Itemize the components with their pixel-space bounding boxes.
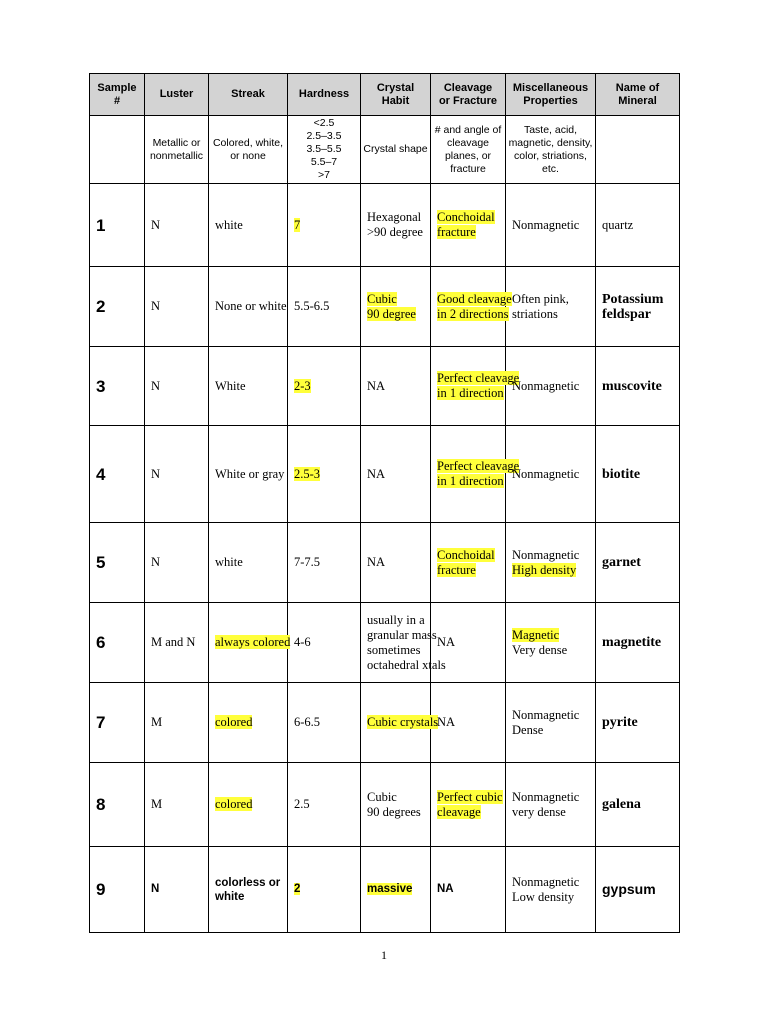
header-misc: Miscellaneous Properties [506,74,596,116]
hardness-cell [288,523,361,603]
habit-line: massive [367,883,413,895]
cleavage-line: cleavage [437,804,481,819]
cleavage-line: Perfect cleavage [437,459,520,473]
misc-cell [506,426,596,523]
habit-line: NA [367,466,386,481]
sample-number: 7 [90,683,145,763]
cleavage-line: in 2 directions [437,306,509,321]
sample-number: 8 [90,763,145,847]
habit-line: 90 degree [367,306,416,321]
hardness-cell [288,603,361,683]
hardness-range: 3.5–5.5 [306,143,342,155]
cleavage-cell [431,347,520,426]
cleavage-line: Conchoidal [437,210,495,224]
luster-cell: M and N [145,603,209,683]
habit-cell [361,603,446,683]
mineral-name: galena [596,763,680,847]
misc-cell [506,523,596,603]
hardness-cell [288,683,361,763]
mineral-name: Potassium feldspar [596,267,680,347]
cleavage-cell [431,847,506,933]
header-row [90,74,680,116]
cleavage-line: fracture [437,562,476,577]
luster-cell: M [145,763,209,847]
table-row [90,603,680,683]
hardness-cell [288,347,361,426]
cleavage-cell [431,184,506,267]
mineral-name: quartz [596,184,680,267]
hardness-value: 7 [294,217,301,232]
misc-line: Magnetic [512,627,560,642]
sample-number: 2 [90,267,145,347]
mineral-name: garnet [596,523,680,603]
hardness-value: 5.5-6.5 [294,299,330,313]
habit-line: Cubic [367,291,397,306]
subheader-row [90,116,680,184]
habit-line: sometimes [367,642,421,657]
cleavage-cell [431,763,506,847]
cleavage-line: in 1 direction [437,474,504,488]
luster-cell: N [145,347,209,426]
hardness-value: 2.5-3 [294,466,321,481]
hardness-value: 2 [294,883,301,895]
table-row [90,763,680,847]
misc-line: Dense [512,722,544,737]
cleavage-line: fracture [437,225,476,239]
cleavage-line: Perfect cleavage [437,371,520,385]
subheader-luster: Metallic or nonmetallic [145,116,209,184]
streak-cell: White or gray [209,426,288,523]
misc-line: very dense [512,804,566,819]
cleavage-cell [431,426,520,523]
misc-line: striations [512,306,558,321]
cleavage-cell [431,267,512,347]
habit-cell [361,683,439,763]
misc-line: Nonmagnetic [512,707,580,722]
habit-line: NA [367,378,386,393]
subheader-habit: Crystal shape [361,116,431,184]
streak-value: always colored [215,635,291,649]
streak-cell: white [209,184,288,267]
streak-cell [209,763,288,847]
streak-cell [209,603,291,683]
misc-cell [506,763,596,847]
misc-cell [506,847,596,933]
table-row [90,523,680,603]
mineral-name: gypsum [596,847,680,933]
subheader-sample [90,116,145,184]
table-row [90,683,680,763]
misc-line: Nonmagnetic [512,378,580,393]
misc-line: Often pink, [512,291,569,306]
table-row [90,267,680,347]
cleavage-line: in 1 direction [437,386,504,400]
hardness-value: 2.5 [294,797,310,811]
header-luster: Luster [145,74,209,116]
misc-line: Nonmagnetic [512,874,580,889]
luster-cell: N [145,267,209,347]
header-sample: Sample # [90,74,145,116]
misc-line: Nonmagnetic [512,547,580,562]
luster-cell: N [145,426,209,523]
habit-line: >90 degree [367,225,423,239]
subheader-hardness [288,116,361,184]
table-row [90,847,680,933]
cleavage-line: NA [437,715,456,729]
hardness-cell [288,267,361,347]
misc-line: Nonmagnetic [512,466,580,481]
habit-line: 90 degrees [367,804,421,819]
habit-cell [361,763,431,847]
cleavage-cell [431,683,506,763]
header-cleavage: Cleavage or Fracture [431,74,506,116]
cleavage-line: NA [437,883,454,895]
hardness-value: 2-3 [294,378,311,393]
hardness-cell [288,184,361,267]
hardness-cell [288,763,361,847]
misc-line: Very dense [512,642,568,657]
misc-line: Nonmagnetic [512,217,580,232]
cleavage-line: NA [437,635,456,649]
subheader-misc: Taste, acid, magnetic, density, color, striations, etc. [506,116,596,184]
hardness-range: 2.5–3.5 [306,130,342,142]
cleavage-cell [431,523,506,603]
sample-number: 5 [90,523,145,603]
habit-line: Cubic crystals [367,715,439,729]
hardness-value: 7-7.5 [294,555,321,569]
table-row [90,347,680,426]
streak-cell [209,683,288,763]
misc-line: High density [512,562,577,577]
table-row [90,184,680,267]
streak-cell: White [209,347,288,426]
header-crystal-habit: Crystal Habit [361,74,431,116]
habit-cell [361,347,431,426]
habit-line: Cubic [367,789,397,804]
sample-number: 4 [90,426,145,523]
subheader-name [596,116,680,184]
header-hardness: Hardness [288,74,361,116]
mineral-name: pyrite [596,683,680,763]
streak-value: colored [215,715,253,729]
streak-cell: None or white [209,267,288,347]
misc-cell [506,603,596,683]
misc-line: Low density [512,889,575,904]
streak-value: colored [215,797,253,811]
mineral-name: muscovite [596,347,680,426]
habit-cell [361,426,431,523]
sample-number: 6 [90,603,145,683]
subheader-streak: Colored, white, or none [209,116,288,184]
luster-cell: M [145,683,209,763]
subheader-cleavage: # and angle of cleavage planes, or fracture [431,116,506,184]
mineral-name: biotite [596,426,680,523]
habit-cell [361,847,431,933]
streak-cell: white [209,523,288,603]
streak-cell: colorless or white [209,847,288,933]
misc-cell [506,267,596,347]
table-row [90,426,680,523]
habit-line: octahedral xtals [367,657,446,672]
page-number: 1 [381,948,387,962]
hardness-value: 4-6 [294,635,311,649]
hardness-cell [288,426,361,523]
mineral-identification-table [89,73,680,933]
misc-line: Nonmagnetic [512,789,580,804]
habit-line: NA [367,555,386,569]
luster-cell: N [145,184,209,267]
cleavage-line: Conchoidal [437,547,495,562]
habit-line: usually in a [367,612,425,627]
habit-line: Hexagonal [367,210,422,224]
luster-cell: N [145,847,209,933]
misc-cell [506,347,596,426]
hardness-range: <2.5 [313,117,335,129]
mineral-name: magnetite [596,603,680,683]
sample-number: 1 [90,184,145,267]
hardness-range: 5.5–7 [310,156,338,168]
sample-number: 3 [90,347,145,426]
sample-number: 9 [90,847,145,933]
habit-line: granular mass [367,627,437,642]
habit-cell [361,523,431,603]
hardness-value: 6-6.5 [294,715,321,729]
luster-cell: N [145,523,209,603]
misc-cell [506,184,596,267]
hardness-range: >7 [318,169,330,181]
header-streak: Streak [209,74,288,116]
habit-cell [361,184,431,267]
header-name: Name of Mineral [596,74,680,116]
misc-cell [506,683,596,763]
hardness-cell [288,847,361,933]
cleavage-line: Perfect cubic [437,789,503,804]
cleavage-line: Good cleavage [437,291,512,306]
habit-cell [361,267,431,347]
